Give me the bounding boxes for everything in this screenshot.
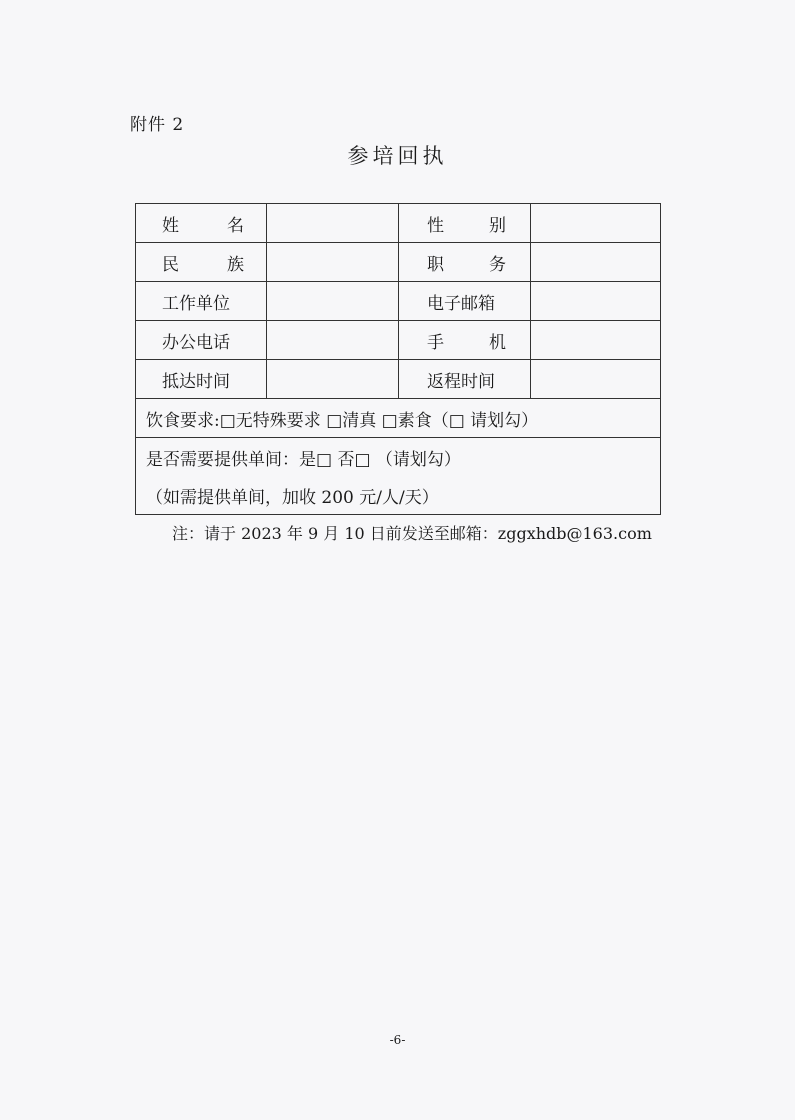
attachment-label: 附件 2	[130, 115, 185, 135]
table-row	[136, 243, 660, 282]
label-text: 职	[427, 254, 444, 275]
diet-requirement-row[interactable]: 饮食要求:□无特殊要求 □清真 □素食（□ 请划勾）	[136, 399, 660, 438]
label-text: 机	[489, 332, 506, 353]
lodging-row	[136, 438, 660, 514]
label-text: 民	[162, 254, 179, 275]
label-position	[399, 243, 531, 281]
page-number: -6-	[389, 1033, 406, 1047]
gender-field[interactable]	[531, 204, 660, 242]
label-gender	[399, 204, 531, 242]
email-field[interactable]	[531, 282, 660, 320]
label-text: 务	[489, 254, 506, 275]
table-row	[136, 282, 660, 321]
label-office-phone: 办公电话	[136, 321, 267, 359]
single-room-fee-note: （如需提供单间，加收 200 元/人/天）	[146, 487, 439, 508]
table-row	[136, 204, 660, 243]
registration-form-table	[135, 203, 661, 515]
label-return-time: 返程时间	[399, 360, 531, 398]
label-arrival-time: 抵达时间	[136, 360, 267, 398]
table-row	[136, 360, 660, 399]
label-email: 电子邮箱	[399, 282, 531, 320]
return-time-field[interactable]	[531, 360, 660, 398]
office-phone-field[interactable]	[267, 321, 399, 359]
label-text: 性	[427, 215, 444, 236]
label-text: 别	[489, 215, 506, 236]
ethnicity-field[interactable]	[267, 243, 399, 281]
page-title: 参培回执	[347, 144, 448, 168]
submission-note: 注：请于 2023 年 9 月 10 日前发送至邮箱：zggxhdb@163.com	[172, 524, 652, 543]
label-text: 姓	[162, 215, 179, 236]
label-ethnicity	[136, 243, 267, 281]
arrival-time-field[interactable]	[267, 360, 399, 398]
label-text: 手	[427, 332, 444, 353]
label-text: 族	[227, 254, 244, 275]
label-mobile	[399, 321, 531, 359]
workplace-field[interactable]	[267, 282, 399, 320]
table-row	[136, 321, 660, 360]
label-text: 名	[227, 215, 244, 236]
mobile-field[interactable]	[531, 321, 660, 359]
label-workplace: 工作单位	[136, 282, 267, 320]
single-room-question[interactable]: 是否需要提供单间：是□ 否□ （请划勾）	[146, 449, 461, 470]
label-name	[136, 204, 267, 242]
position-field[interactable]	[531, 243, 660, 281]
name-field[interactable]	[267, 204, 399, 242]
